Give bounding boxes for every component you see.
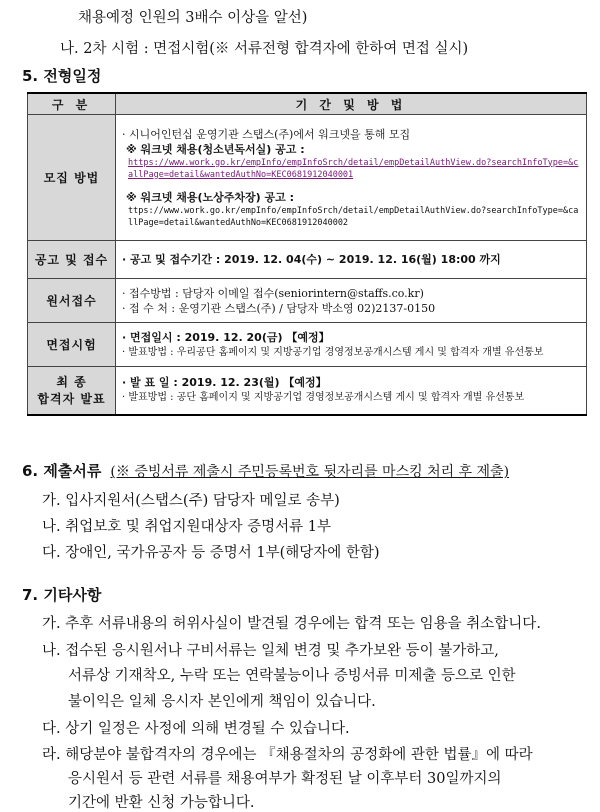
final-label-line-2: 합격자 발표 <box>37 392 106 407</box>
header-category: 구 분 <box>28 93 116 115</box>
row-recruit <box>28 115 587 241</box>
interview-line-1: · 면접일시 : 2019. 12. 20(금) 【예정】 <box>122 330 330 344</box>
section-7-line-1: 가. 추후 서류내용의 허위사실이 발견될 경우에는 합격 또는 임용을 취소합니다. <box>42 616 541 632</box>
schedule-header-row <box>28 93 587 115</box>
section-6-item-3: 다. 장애인, 국가유공자 등 증명서 1부(해당자에 한함) <box>42 545 380 561</box>
section-5-title: 5. 전형일정 <box>22 67 102 85</box>
row-final <box>28 367 587 415</box>
row-recruit-label: 모집 방법 <box>28 115 116 241</box>
recruit-sub1-link[interactable]: https://www.work.go.kr/empInfo/empInfoSrch/detail/empDetailAuthView.do?searchInfoType=&callPage=detail&wantedAuthNo=KEC0681912040001 <box>128 157 579 180</box>
section-7-line-2: 나. 접수된 응시원서나 구비서류는 일체 변경 및 추가보완 등이 불가하고, <box>42 643 499 659</box>
row-recruit-body <box>116 115 587 241</box>
intro-line-2: 나. 2차 시험 : 면접시험(※ 서류전형 합격자에 한하여 면접 실시) <box>60 41 469 57</box>
section-7-line-7: 응시원서 등 관련 서류를 채용여부가 확정된 날 이후부터 30일까지의 <box>68 771 502 787</box>
row-apply-body <box>116 279 587 323</box>
intro-line-1: 채용예정 인원의 3배수 이상을 알선) <box>78 10 308 26</box>
section-6-title <box>22 460 509 481</box>
row-final-label <box>28 367 116 415</box>
recruit-sub2-url: ttps://www.work.go.kr/empInfo/empInfoSrch/detail/empDetailAuthView.do?searchInfoType=&callPage=detail&wantedAuthNo=KEC0681912040002 <box>128 205 579 228</box>
apply-line-2: · 접 수 처 : 운영기관 스탭스(주) / 담당자 박소영 02)2137-0150 <box>122 301 436 315</box>
row-apply <box>28 279 587 323</box>
row-final-body <box>116 367 587 415</box>
section-6-item-2: 나. 취업보호 및 취업지원대상자 증명서류 1부 <box>42 519 332 535</box>
row-interview <box>28 323 587 367</box>
section-7-title: 7. 기타사항 <box>22 586 102 604</box>
row-notice-body <box>116 241 587 279</box>
row-interview-body <box>116 323 587 367</box>
row-notice-label: 공고 및 접수 <box>28 241 116 279</box>
section-6-title-note: (※ 증빙서류 제출시 주민등록번호 뒷자리를 마스킹 처리 후 제출) <box>110 464 510 480</box>
final-line-1: · 발 표 일 : 2019. 12. 23(월) 【예정】 <box>122 376 327 390</box>
final-label-line-1: 최 종 <box>56 375 87 390</box>
section-7-line-6: 라. 해당분야 불합격자의 경우에는 『채용절차의 공정화에 관한 법률』에 따라 <box>42 747 533 763</box>
interview-line-2: · 발표방법 : 우리공단 홈페이지 및 지방공기업 경영정보공개시스템 게시 및 합격자 개별 유선통보 <box>122 346 544 358</box>
recruit-sub2-title: ※ 워크넷 채용(노상주차장) 공고 : <box>126 190 294 204</box>
row-interview-label: 면접시험 <box>28 323 116 367</box>
section-7-line-8: 기간에 반환 신청 가능합니다. <box>68 795 255 811</box>
recruit-intro: · 시니어인턴십 운영기관 스탭스(주)에서 워크넷을 통해 모집 <box>122 127 411 141</box>
section-7-line-3: 서류상 기재착오, 누락 또는 연락불능이나 증빙서류 미제출 등으로 인한 <box>68 668 516 684</box>
section-7-line-4: 불이익은 일체 응시자 본인에게 책임이 있습니다. <box>68 694 376 710</box>
section-7-line-5: 다. 상기 일정은 사정에 의해 변경될 수 있습니다. <box>42 721 350 737</box>
notice-text: · 공고 및 접수기간 : 2019. 12. 04(수) ~ 2019. 12. 16(월) 18:00 까지 <box>122 253 501 266</box>
row-notice <box>28 241 587 279</box>
section-6-item-1: 가. 입사지원서(스탭스(주) 담당자 메일로 송부) <box>42 493 340 509</box>
row-apply-label: 원서접수 <box>28 279 116 323</box>
recruit-sub1-title: ※ 워크넷 채용(청소년독서실) 공고 : <box>126 142 305 156</box>
header-period-method: 기 간 및 방 법 <box>116 93 587 115</box>
final-line-2: · 발표방법 : 공단 홈페이지 및 지방공기업 경영정보공개시스템 게시 및 합격자 개별 유선통보 <box>122 392 525 404</box>
section-6-title-prefix: 6. 제출서류 <box>22 462 102 480</box>
schedule-table <box>27 92 587 416</box>
apply-line-1: · 접수방법 : 담당자 이메일 접수(seniorintern@staffs.co.kr) <box>122 286 424 300</box>
